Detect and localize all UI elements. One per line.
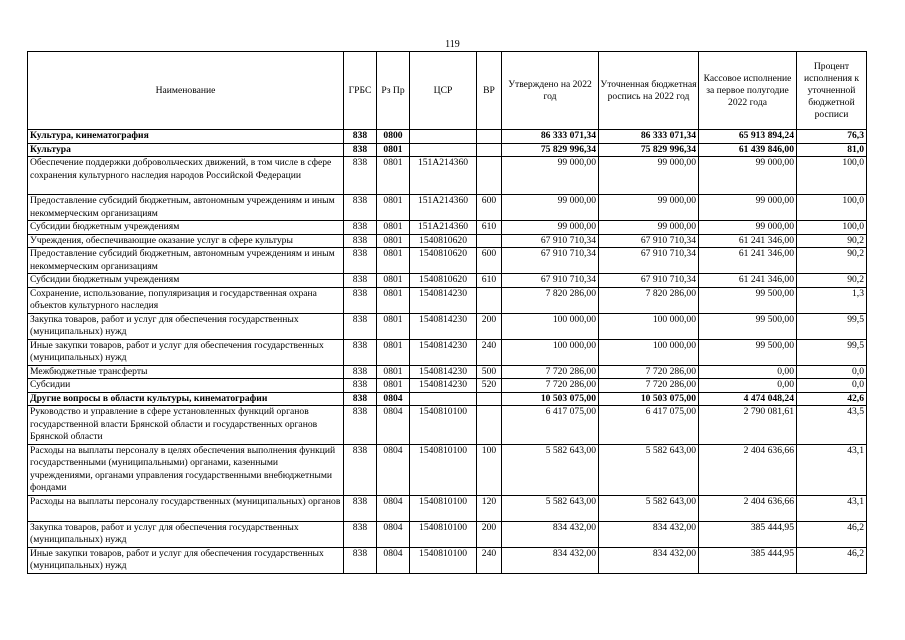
cell-percent: 90,2 bbox=[797, 234, 867, 248]
cell-vr: 600 bbox=[477, 195, 502, 221]
cell-vr bbox=[477, 157, 502, 195]
cell-revised: 67 910 710,34 bbox=[599, 274, 699, 288]
cell-approved: 67 910 710,34 bbox=[502, 274, 599, 288]
cell-csr: 1540810100 bbox=[410, 547, 477, 573]
cell-revised: 67 910 710,34 bbox=[599, 248, 699, 274]
cell-approved: 7 720 286,00 bbox=[502, 379, 599, 393]
cell-revised: 99 000,00 bbox=[599, 195, 699, 221]
cell-revised: 67 910 710,34 bbox=[599, 234, 699, 248]
cell-name: Предоставление субсидий бюджетным, автономным учреждениям и иным некоммерческим организациям bbox=[28, 248, 344, 274]
cell-percent: 46,2 bbox=[797, 521, 867, 547]
cell-csr: 1540810100 bbox=[410, 444, 477, 495]
cell-percent: 43,5 bbox=[797, 406, 867, 445]
cell-revised: 99 000,00 bbox=[599, 157, 699, 195]
cell-rzpr: 0800 bbox=[377, 130, 410, 144]
cell-name: Субсидии бюджетным учреждениям bbox=[28, 274, 344, 288]
cell-name: Руководство и управление в сфере установленных функций органов государственной власти Брянской области и государственных органов Брянской области bbox=[28, 406, 344, 445]
cell-rzpr: 0804 bbox=[377, 495, 410, 521]
cell-name: Обеспечение поддержки добровольческих движений, в том числе в сфере сохранения культурного наследия народов Российской Федерации bbox=[28, 157, 344, 195]
cell-name: Закупка товаров, работ и услуг для обеспечения государственных (муниципальных) нужд bbox=[28, 521, 344, 547]
cell-rzpr: 0801 bbox=[377, 313, 410, 339]
cell-rzpr: 0801 bbox=[377, 274, 410, 288]
cell-vr bbox=[477, 406, 502, 445]
cell-csr: 1540810100 bbox=[410, 521, 477, 547]
cell-rzpr: 0801 bbox=[377, 234, 410, 248]
cell-name: Иные закупки товаров, работ и услуг для обеспечения государственных (муниципальных) нужд bbox=[28, 547, 344, 573]
cell-grbs: 838 bbox=[344, 234, 377, 248]
cell-executed: 99 500,00 bbox=[699, 313, 797, 339]
cell-grbs: 838 bbox=[344, 130, 377, 144]
cell-revised: 100 000,00 bbox=[599, 339, 699, 365]
cell-csr: 1540810100 bbox=[410, 406, 477, 445]
cell-grbs: 838 bbox=[344, 287, 377, 313]
cell-name: Расходы на выплаты персоналу в целях обеспечения выполнения функций государственными (муниципальными) органами, казенными учреждениями, органами управления государственными внебюджетными фондами bbox=[28, 444, 344, 495]
cell-rzpr: 0801 bbox=[377, 143, 410, 157]
cell-executed: 99 000,00 bbox=[699, 157, 797, 195]
cell-csr bbox=[410, 143, 477, 157]
cell-executed: 385 444,95 bbox=[699, 547, 797, 573]
cell-csr bbox=[410, 130, 477, 144]
cell-rzpr: 0804 bbox=[377, 547, 410, 573]
cell-vr: 240 bbox=[477, 339, 502, 365]
cell-grbs: 838 bbox=[344, 444, 377, 495]
header-vr: ВР bbox=[477, 52, 502, 130]
cell-revised: 10 503 075,00 bbox=[599, 392, 699, 406]
cell-grbs: 838 bbox=[344, 495, 377, 521]
table-row bbox=[28, 130, 867, 144]
cell-csr bbox=[410, 392, 477, 406]
cell-csr: 151А214360 bbox=[410, 157, 477, 195]
cell-grbs: 838 bbox=[344, 248, 377, 274]
cell-revised: 834 432,00 bbox=[599, 547, 699, 573]
table-header-row bbox=[28, 52, 867, 130]
cell-approved: 75 829 996,34 bbox=[502, 143, 599, 157]
table-row bbox=[28, 287, 867, 313]
cell-csr: 1540810620 bbox=[410, 234, 477, 248]
cell-approved: 99 000,00 bbox=[502, 221, 599, 235]
cell-revised: 86 333 071,34 bbox=[599, 130, 699, 144]
cell-executed: 0,00 bbox=[699, 379, 797, 393]
budget-table bbox=[27, 51, 867, 574]
cell-grbs: 838 bbox=[344, 406, 377, 445]
cell-vr: 610 bbox=[477, 221, 502, 235]
cell-csr: 1540810620 bbox=[410, 274, 477, 288]
cell-name: Сохранение, использование, популяризация и государственная охрана объектов культурного наследия bbox=[28, 287, 344, 313]
cell-csr: 1540810100 bbox=[410, 495, 477, 521]
cell-vr bbox=[477, 287, 502, 313]
cell-approved: 5 582 643,00 bbox=[502, 495, 599, 521]
cell-executed: 0,00 bbox=[699, 365, 797, 379]
cell-grbs: 838 bbox=[344, 157, 377, 195]
cell-executed: 2 790 081,61 bbox=[699, 406, 797, 445]
cell-executed: 4 474 048,24 bbox=[699, 392, 797, 406]
cell-percent: 1,3 bbox=[797, 287, 867, 313]
header-grbs: ГРБС bbox=[344, 52, 377, 130]
cell-grbs: 838 bbox=[344, 339, 377, 365]
cell-executed: 61 439 846,00 bbox=[699, 143, 797, 157]
cell-rzpr: 0801 bbox=[377, 379, 410, 393]
cell-percent: 99,5 bbox=[797, 339, 867, 365]
cell-revised: 75 829 996,34 bbox=[599, 143, 699, 157]
table-row bbox=[28, 195, 867, 221]
cell-rzpr: 0804 bbox=[377, 392, 410, 406]
table-body bbox=[28, 130, 867, 574]
header-csr: ЦСР bbox=[410, 52, 477, 130]
cell-revised: 6 417 075,00 bbox=[599, 406, 699, 445]
header-percent: Процент исполнения к уточненной бюджетной росписи bbox=[797, 52, 867, 130]
cell-grbs: 838 bbox=[344, 392, 377, 406]
cell-rzpr: 0801 bbox=[377, 287, 410, 313]
table-row bbox=[28, 339, 867, 365]
cell-approved: 6 417 075,00 bbox=[502, 406, 599, 445]
cell-executed: 61 241 346,00 bbox=[699, 274, 797, 288]
cell-name: Субсидии bbox=[28, 379, 344, 393]
cell-vr: 500 bbox=[477, 365, 502, 379]
cell-revised: 7 820 286,00 bbox=[599, 287, 699, 313]
table-row bbox=[28, 234, 867, 248]
cell-rzpr: 0801 bbox=[377, 339, 410, 365]
cell-executed: 2 404 636,66 bbox=[699, 444, 797, 495]
cell-executed: 65 913 894,24 bbox=[699, 130, 797, 144]
cell-approved: 834 432,00 bbox=[502, 547, 599, 573]
cell-vr bbox=[477, 234, 502, 248]
table-row bbox=[28, 521, 867, 547]
cell-percent: 100,0 bbox=[797, 157, 867, 195]
cell-percent: 81,0 bbox=[797, 143, 867, 157]
table-row bbox=[28, 313, 867, 339]
cell-approved: 99 000,00 bbox=[502, 157, 599, 195]
cell-executed: 61 241 346,00 bbox=[699, 234, 797, 248]
cell-rzpr: 0801 bbox=[377, 365, 410, 379]
cell-revised: 7 720 286,00 bbox=[599, 365, 699, 379]
cell-vr: 520 bbox=[477, 379, 502, 393]
cell-vr: 610 bbox=[477, 274, 502, 288]
cell-approved: 834 432,00 bbox=[502, 521, 599, 547]
cell-vr bbox=[477, 143, 502, 157]
cell-approved: 100 000,00 bbox=[502, 339, 599, 365]
header-executed: Кассовое исполнение за первое полугодие 2022 года bbox=[699, 52, 797, 130]
header-rzpr: Рз Пр bbox=[377, 52, 410, 130]
cell-csr: 151А214360 bbox=[410, 221, 477, 235]
cell-approved: 100 000,00 bbox=[502, 313, 599, 339]
cell-vr bbox=[477, 130, 502, 144]
cell-grbs: 838 bbox=[344, 274, 377, 288]
cell-approved: 86 333 071,34 bbox=[502, 130, 599, 144]
cell-name: Культура bbox=[28, 143, 344, 157]
cell-rzpr: 0804 bbox=[377, 406, 410, 445]
cell-approved: 10 503 075,00 bbox=[502, 392, 599, 406]
cell-grbs: 838 bbox=[344, 221, 377, 235]
table-row bbox=[28, 392, 867, 406]
table-row bbox=[28, 274, 867, 288]
cell-grbs: 838 bbox=[344, 195, 377, 221]
table-row bbox=[28, 157, 867, 195]
cell-grbs: 838 bbox=[344, 365, 377, 379]
cell-revised: 5 582 643,00 bbox=[599, 495, 699, 521]
cell-percent: 76,3 bbox=[797, 130, 867, 144]
cell-name: Межбюджетные трансферты bbox=[28, 365, 344, 379]
cell-csr: 1540814230 bbox=[410, 379, 477, 393]
cell-percent: 99,5 bbox=[797, 313, 867, 339]
cell-grbs: 838 bbox=[344, 143, 377, 157]
table-row bbox=[28, 221, 867, 235]
cell-name: Другие вопросы в области культуры, кинематографии bbox=[28, 392, 344, 406]
cell-rzpr: 0804 bbox=[377, 521, 410, 547]
table-row bbox=[28, 143, 867, 157]
cell-name: Учреждения, обеспечивающие оказание услуг в сфере культуры bbox=[28, 234, 344, 248]
cell-percent: 46,2 bbox=[797, 547, 867, 573]
cell-approved: 67 910 710,34 bbox=[502, 248, 599, 274]
cell-executed: 385 444,95 bbox=[699, 521, 797, 547]
cell-approved: 7 720 286,00 bbox=[502, 365, 599, 379]
cell-name: Иные закупки товаров, работ и услуг для обеспечения государственных (муниципальных) нужд bbox=[28, 339, 344, 365]
cell-csr: 1540814230 bbox=[410, 339, 477, 365]
cell-vr bbox=[477, 392, 502, 406]
cell-csr: 1540814230 bbox=[410, 287, 477, 313]
table-row bbox=[28, 379, 867, 393]
cell-executed: 61 241 346,00 bbox=[699, 248, 797, 274]
cell-revised: 834 432,00 bbox=[599, 521, 699, 547]
cell-vr: 200 bbox=[477, 521, 502, 547]
cell-percent: 0,0 bbox=[797, 365, 867, 379]
cell-percent: 90,2 bbox=[797, 248, 867, 274]
cell-approved: 7 820 286,00 bbox=[502, 287, 599, 313]
cell-name: Закупка товаров, работ и услуг для обеспечения государственных (муниципальных) нужд bbox=[28, 313, 344, 339]
cell-approved: 5 582 643,00 bbox=[502, 444, 599, 495]
cell-revised: 100 000,00 bbox=[599, 313, 699, 339]
cell-rzpr: 0804 bbox=[377, 444, 410, 495]
cell-rzpr: 0801 bbox=[377, 248, 410, 274]
cell-revised: 5 582 643,00 bbox=[599, 444, 699, 495]
cell-executed: 2 404 636,66 bbox=[699, 495, 797, 521]
cell-approved: 67 910 710,34 bbox=[502, 234, 599, 248]
cell-csr: 1540810620 bbox=[410, 248, 477, 274]
table-row bbox=[28, 547, 867, 573]
cell-approved: 99 000,00 bbox=[502, 195, 599, 221]
cell-percent: 42,6 bbox=[797, 392, 867, 406]
cell-grbs: 838 bbox=[344, 313, 377, 339]
cell-name: Субсидии бюджетным учреждениям bbox=[28, 221, 344, 235]
cell-rzpr: 0801 bbox=[377, 195, 410, 221]
header-name: Наименование bbox=[28, 52, 344, 130]
cell-grbs: 838 bbox=[344, 547, 377, 573]
cell-percent: 43,1 bbox=[797, 444, 867, 495]
table-row bbox=[28, 444, 867, 495]
cell-executed: 99 000,00 bbox=[699, 221, 797, 235]
cell-csr: 1540814230 bbox=[410, 365, 477, 379]
cell-vr: 200 bbox=[477, 313, 502, 339]
cell-percent: 100,0 bbox=[797, 221, 867, 235]
table-row bbox=[28, 495, 867, 521]
cell-name: Расходы на выплаты персоналу государственных (муниципальных) органов bbox=[28, 495, 344, 521]
cell-csr: 151А214360 bbox=[410, 195, 477, 221]
cell-grbs: 838 bbox=[344, 521, 377, 547]
cell-csr: 1540814230 bbox=[410, 313, 477, 339]
header-revised: Уточненная бюджетная роспись на 2022 год bbox=[599, 52, 699, 130]
cell-vr: 100 bbox=[477, 444, 502, 495]
cell-vr: 240 bbox=[477, 547, 502, 573]
cell-executed: 99 000,00 bbox=[699, 195, 797, 221]
cell-vr: 120 bbox=[477, 495, 502, 521]
cell-percent: 90,2 bbox=[797, 274, 867, 288]
cell-grbs: 838 bbox=[344, 379, 377, 393]
cell-executed: 99 500,00 bbox=[699, 287, 797, 313]
cell-percent: 0,0 bbox=[797, 379, 867, 393]
table-row bbox=[28, 365, 867, 379]
cell-percent: 100,0 bbox=[797, 195, 867, 221]
cell-name: Культура, кинематография bbox=[28, 130, 344, 144]
header-approved: Утверждено на 2022 год bbox=[502, 52, 599, 130]
table-row bbox=[28, 248, 867, 274]
table-row bbox=[28, 406, 867, 445]
cell-vr: 600 bbox=[477, 248, 502, 274]
cell-revised: 7 720 286,00 bbox=[599, 379, 699, 393]
cell-rzpr: 0801 bbox=[377, 221, 410, 235]
cell-revised: 99 000,00 bbox=[599, 221, 699, 235]
cell-executed: 99 500,00 bbox=[699, 339, 797, 365]
cell-name: Предоставление субсидий бюджетным, автономным учреждениям и иным некоммерческим организациям bbox=[28, 195, 344, 221]
page-number: 119 bbox=[445, 39, 460, 50]
cell-rzpr: 0801 bbox=[377, 157, 410, 195]
cell-percent: 43,1 bbox=[797, 495, 867, 521]
